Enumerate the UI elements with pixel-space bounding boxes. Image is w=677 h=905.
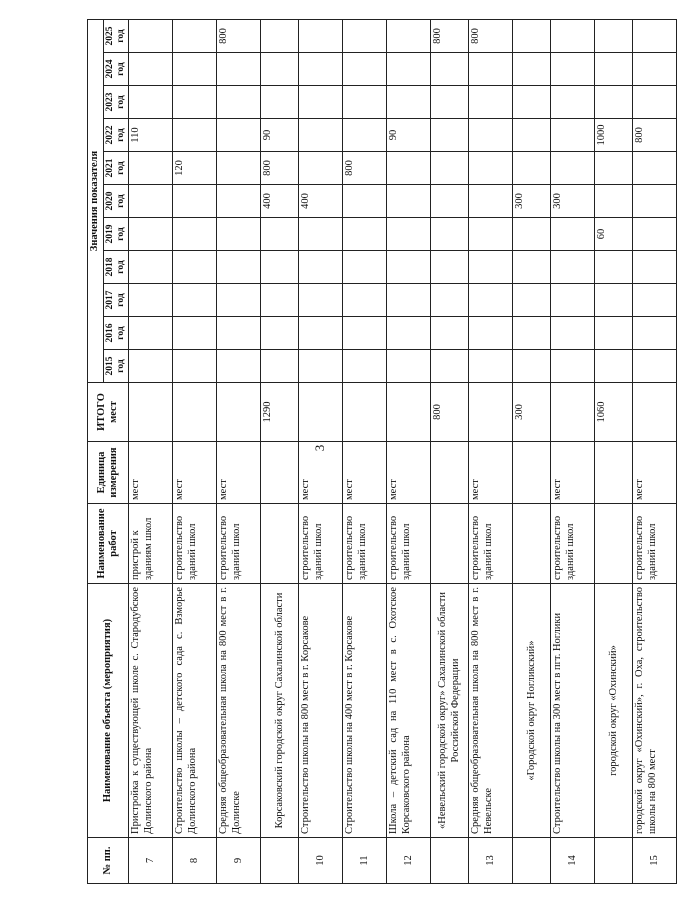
- row-value-cell: [261, 86, 299, 119]
- row-value-cell: [469, 284, 513, 317]
- row-num-cell: 10: [299, 838, 343, 884]
- header-year: 2025 год: [103, 19, 129, 52]
- row-num-cell: 11: [343, 838, 387, 884]
- row-value-cell: 800: [633, 119, 677, 152]
- row-value-cell: [217, 185, 261, 218]
- table-row: [299, 19, 343, 883]
- header-object: Наименование объекта (мероприятия): [88, 584, 129, 838]
- header-year: 2017 год: [103, 284, 129, 317]
- row-value-cell: [343, 251, 387, 284]
- table-row: [217, 19, 261, 883]
- row-value-cell: [129, 350, 173, 383]
- row-value-cell: 90: [387, 119, 431, 152]
- row-unit-cell: [431, 442, 469, 504]
- row-value-cell: [343, 284, 387, 317]
- header-num: № пп.: [88, 838, 129, 884]
- row-object-cell: Школа – детский сад на 110 мест в с. Охотское Корсаковского района: [387, 584, 431, 838]
- row-value-cell: [261, 251, 299, 284]
- row-total-cell: 1290: [261, 383, 299, 442]
- rotated-table-wrapper: [87, 20, 669, 884]
- row-value-cell: [387, 284, 431, 317]
- row-work-cell: строительство зданий школ: [387, 504, 431, 584]
- row-work-cell: [261, 504, 299, 584]
- row-unit-cell: мест: [299, 442, 343, 504]
- row-value-cell: [551, 19, 595, 52]
- row-value-cell: [261, 53, 299, 86]
- row-total-cell: [551, 383, 595, 442]
- row-work-cell: [595, 504, 633, 584]
- row-value-cell: [431, 251, 469, 284]
- row-value-cell: [551, 218, 595, 251]
- row-value-cell: [387, 317, 431, 350]
- row-value-cell: [343, 317, 387, 350]
- row-value-cell: [551, 86, 595, 119]
- row-unit-cell: [595, 442, 633, 504]
- row-value-cell: [299, 350, 343, 383]
- row-value-cell: [431, 218, 469, 251]
- row-work-cell: строительство зданий школ: [217, 504, 261, 584]
- row-value-cell: [513, 86, 551, 119]
- row-object-cell: «Городской округ Ногликский»: [513, 584, 551, 838]
- row-value-cell: 1000: [595, 119, 633, 152]
- row-total-cell: [469, 383, 513, 442]
- row-value-cell: [513, 284, 551, 317]
- row-total-cell: 300: [513, 383, 551, 442]
- row-value-cell: [469, 152, 513, 185]
- header-year: 2021 год: [103, 152, 129, 185]
- row-num-cell: 9: [217, 838, 261, 884]
- header-year: 2022 год: [103, 119, 129, 152]
- header-work: Наименование работ: [88, 504, 129, 584]
- indicator-table: [87, 19, 677, 884]
- table-body: [129, 19, 677, 883]
- row-value-cell: [469, 119, 513, 152]
- row-value-cell: [431, 119, 469, 152]
- row-value-cell: [551, 251, 595, 284]
- row-object-cell: Строительство школы на 300 мест в пгт. Ноглики: [551, 584, 595, 838]
- row-value-cell: 300: [551, 185, 595, 218]
- group-row: [513, 19, 551, 883]
- row-object-cell: Строительство школы на 400 мест в г. Корсакове: [343, 584, 387, 838]
- rotated-table-frame: [87, 20, 669, 884]
- row-value-cell: [261, 19, 299, 52]
- row-value-cell: [343, 19, 387, 52]
- row-value-cell: [217, 317, 261, 350]
- header-values-group: Значения показателя: [88, 19, 104, 382]
- row-value-cell: 800: [431, 19, 469, 52]
- row-unit-cell: [513, 442, 551, 504]
- row-unit-cell: [261, 442, 299, 504]
- row-value-cell: [217, 119, 261, 152]
- row-value-cell: [387, 53, 431, 86]
- header-year: 2020 год: [103, 185, 129, 218]
- row-num-cell: 7: [129, 838, 173, 884]
- row-value-cell: [513, 251, 551, 284]
- row-value-cell: [217, 218, 261, 251]
- row-value-cell: [129, 185, 173, 218]
- group-row: [431, 19, 469, 883]
- row-value-cell: [387, 152, 431, 185]
- row-object-cell: Корсаковский городской округ Сахалинской области: [261, 584, 299, 838]
- row-value-cell: [343, 185, 387, 218]
- row-value-cell: [431, 350, 469, 383]
- row-value-cell: [469, 86, 513, 119]
- row-value-cell: [129, 251, 173, 284]
- row-value-cell: 800: [469, 19, 513, 52]
- row-value-cell: [173, 218, 217, 251]
- group-row: [261, 19, 299, 883]
- row-value-cell: [551, 350, 595, 383]
- row-value-cell: [633, 53, 677, 86]
- row-work-cell: строительство зданий школ: [299, 504, 343, 584]
- row-value-cell: [129, 317, 173, 350]
- row-value-cell: [469, 218, 513, 251]
- row-value-cell: [513, 19, 551, 52]
- header-total: ИТОГО мест: [88, 383, 129, 442]
- header-year: 2016 год: [103, 317, 129, 350]
- row-value-cell: [513, 317, 551, 350]
- row-value-cell: [261, 317, 299, 350]
- row-value-cell: [129, 19, 173, 52]
- row-value-cell: [299, 86, 343, 119]
- row-value-cell: [343, 218, 387, 251]
- row-value-cell: [633, 185, 677, 218]
- row-value-cell: [129, 86, 173, 119]
- row-value-cell: [469, 185, 513, 218]
- row-value-cell: [387, 251, 431, 284]
- row-value-cell: [217, 152, 261, 185]
- row-value-cell: [173, 185, 217, 218]
- row-work-cell: строительство зданий школ: [551, 504, 595, 584]
- row-value-cell: [469, 350, 513, 383]
- table-row: [551, 19, 595, 883]
- row-value-cell: 800: [261, 152, 299, 185]
- row-value-cell: [595, 251, 633, 284]
- row-value-cell: [595, 350, 633, 383]
- row-value-cell: [173, 251, 217, 284]
- row-value-cell: [173, 86, 217, 119]
- header-year: 2023 год: [103, 86, 129, 119]
- row-unit-cell: мест: [129, 442, 173, 504]
- header-year: 2015 год: [103, 350, 129, 383]
- row-value-cell: [129, 284, 173, 317]
- row-work-cell: [513, 504, 551, 584]
- row-object-cell: «Невельский городской округ» Сахалинской области Российской Федерации: [431, 584, 469, 838]
- row-object-cell: Строительство школы на 800 мест в г. Корсакове: [299, 584, 343, 838]
- row-value-cell: [513, 218, 551, 251]
- row-work-cell: строительство зданий школ: [343, 504, 387, 584]
- row-num-cell: 12: [387, 838, 431, 884]
- row-value-cell: [633, 218, 677, 251]
- table-header: [88, 19, 129, 883]
- row-value-cell: [551, 53, 595, 86]
- row-total-cell: [633, 383, 677, 442]
- row-value-cell: [595, 185, 633, 218]
- row-value-cell: [595, 19, 633, 52]
- row-value-cell: [173, 53, 217, 86]
- row-value-cell: [431, 185, 469, 218]
- row-value-cell: [431, 284, 469, 317]
- row-value-cell: [343, 350, 387, 383]
- row-unit-cell: мест: [343, 442, 387, 504]
- row-value-cell: [387, 86, 431, 119]
- row-value-cell: [261, 284, 299, 317]
- table-row: [129, 19, 173, 883]
- row-value-cell: 90: [261, 119, 299, 152]
- row-value-cell: [299, 317, 343, 350]
- row-value-cell: [595, 53, 633, 86]
- row-value-cell: [431, 152, 469, 185]
- row-value-cell: [595, 86, 633, 119]
- table-row: [633, 19, 677, 883]
- row-total-cell: [387, 383, 431, 442]
- row-value-cell: [595, 152, 633, 185]
- header-year: 2019 год: [103, 218, 129, 251]
- row-value-cell: [217, 251, 261, 284]
- row-value-cell: [387, 19, 431, 52]
- row-num-cell: [431, 838, 469, 884]
- row-total-cell: [343, 383, 387, 442]
- table-row: [387, 19, 431, 883]
- row-value-cell: [299, 53, 343, 86]
- row-value-cell: [129, 53, 173, 86]
- group-row: [595, 19, 633, 883]
- row-value-cell: [633, 317, 677, 350]
- row-value-cell: [173, 350, 217, 383]
- row-total-cell: [173, 383, 217, 442]
- row-value-cell: [633, 284, 677, 317]
- row-value-cell: 800: [217, 19, 261, 52]
- row-value-cell: [217, 86, 261, 119]
- row-total-cell: [129, 383, 173, 442]
- row-value-cell: [217, 350, 261, 383]
- header-unit: Единица измерения: [88, 442, 129, 504]
- row-work-cell: строительство зданий школ: [633, 504, 677, 584]
- row-num-cell: [261, 838, 299, 884]
- table-row: [469, 19, 513, 883]
- row-unit-cell: мест: [469, 442, 513, 504]
- row-value-cell: 400: [299, 185, 343, 218]
- row-value-cell: [431, 86, 469, 119]
- row-value-cell: 400: [261, 185, 299, 218]
- row-value-cell: 300: [513, 185, 551, 218]
- row-value-cell: [217, 53, 261, 86]
- row-unit-cell: мест: [633, 442, 677, 504]
- header-year: 2018 год: [103, 251, 129, 284]
- row-value-cell: [129, 218, 173, 251]
- row-num-cell: 8: [173, 838, 217, 884]
- row-value-cell: [469, 317, 513, 350]
- row-value-cell: [261, 350, 299, 383]
- table-row: [343, 19, 387, 883]
- row-work-cell: строительство зданий школ: [173, 504, 217, 584]
- row-value-cell: [343, 119, 387, 152]
- row-value-cell: [513, 119, 551, 152]
- row-value-cell: [633, 19, 677, 52]
- row-num-cell: [513, 838, 551, 884]
- row-work-cell: пристрой к зданиям школ: [129, 504, 173, 584]
- row-value-cell: [551, 152, 595, 185]
- row-value-cell: [551, 284, 595, 317]
- row-object-cell: Строительство школы – детского сада с. Взморье Долинского района: [173, 584, 217, 838]
- row-num-cell: 15: [633, 838, 677, 884]
- row-object-cell: городской округ «Охинский»: [595, 584, 633, 838]
- row-value-cell: [173, 119, 217, 152]
- row-value-cell: [633, 251, 677, 284]
- row-value-cell: [551, 317, 595, 350]
- row-value-cell: [595, 317, 633, 350]
- row-value-cell: 800: [343, 152, 387, 185]
- row-value-cell: [343, 86, 387, 119]
- row-value-cell: [387, 350, 431, 383]
- page-number: 3: [312, 444, 327, 452]
- row-value-cell: [299, 284, 343, 317]
- row-value-cell: [299, 19, 343, 52]
- table-row: [173, 19, 217, 883]
- row-unit-cell: мест: [551, 442, 595, 504]
- row-object-cell: Средняя общеобразовательная школа на 800 мест в г. Невельске: [469, 584, 513, 838]
- row-value-cell: [129, 152, 173, 185]
- row-value-cell: [469, 251, 513, 284]
- row-work-cell: строительство зданий школ: [469, 504, 513, 584]
- row-unit-cell: мест: [173, 442, 217, 504]
- row-work-cell: [431, 504, 469, 584]
- row-value-cell: [551, 119, 595, 152]
- row-value-cell: [299, 152, 343, 185]
- row-value-cell: [173, 19, 217, 52]
- row-value-cell: [173, 317, 217, 350]
- row-value-cell: [387, 185, 431, 218]
- row-value-cell: 60: [595, 218, 633, 251]
- row-object-cell: городской округ «Охинский», г. Оха, строительство школы на 800 мест: [633, 584, 677, 838]
- row-value-cell: [299, 218, 343, 251]
- row-value-cell: [633, 86, 677, 119]
- row-total-cell: [299, 383, 343, 442]
- row-value-cell: [261, 218, 299, 251]
- row-num-cell: 14: [551, 838, 595, 884]
- header-year: 2024 год: [103, 53, 129, 86]
- row-value-cell: [431, 53, 469, 86]
- row-value-cell: [469, 53, 513, 86]
- row-object-cell: Пристройка к существующей школе с. Стародубское Долинского района: [129, 584, 173, 838]
- row-value-cell: [343, 53, 387, 86]
- row-value-cell: 110: [129, 119, 173, 152]
- row-value-cell: [299, 251, 343, 284]
- row-unit-cell: мест: [387, 442, 431, 504]
- row-total-cell: 800: [431, 383, 469, 442]
- row-value-cell: [513, 53, 551, 86]
- row-unit-cell: мест: [217, 442, 261, 504]
- row-value-cell: [173, 284, 217, 317]
- row-value-cell: [217, 284, 261, 317]
- row-value-cell: [299, 119, 343, 152]
- row-num-cell: 13: [469, 838, 513, 884]
- row-object-cell: Средняя общеобразовательная школа на 800 мест в г. Долинске: [217, 584, 261, 838]
- row-value-cell: [513, 152, 551, 185]
- row-value-cell: [431, 317, 469, 350]
- row-value-cell: [633, 350, 677, 383]
- row-value-cell: [387, 218, 431, 251]
- row-value-cell: [513, 350, 551, 383]
- row-total-cell: 1060: [595, 383, 633, 442]
- row-value-cell: [633, 152, 677, 185]
- row-total-cell: [217, 383, 261, 442]
- row-value-cell: 120: [173, 152, 217, 185]
- row-num-cell: [595, 838, 633, 884]
- row-value-cell: [595, 284, 633, 317]
